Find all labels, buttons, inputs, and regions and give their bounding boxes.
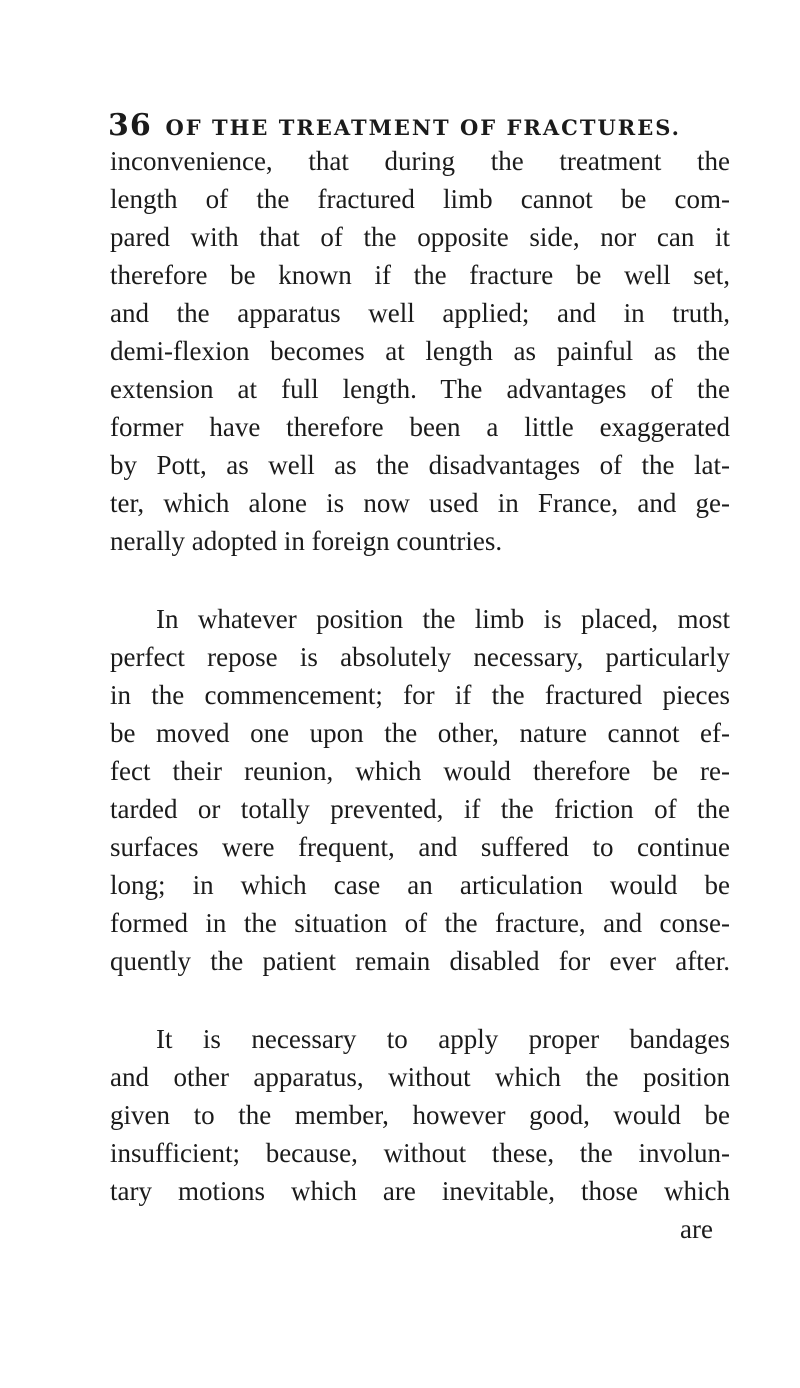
text-line: fect their reunion, which would therefore be re- xyxy=(110,756,730,786)
text-line: former have therefore been a little exaggerated xyxy=(110,412,730,442)
text-line: and other apparatus, without which the position xyxy=(110,1062,730,1092)
text-line: tarded or totally prevented, if the friction of the xyxy=(110,794,730,824)
text-line: surfaces were frequent, and suffered to continue xyxy=(110,832,730,862)
text-line: It is necessary to apply proper bandages xyxy=(156,1024,730,1054)
text-line: In whatever position the limb is placed, most xyxy=(156,604,730,634)
text-line: perfect repose is absolutely necessary, particularly xyxy=(110,642,730,672)
text-line: given to the member, however good, would be xyxy=(110,1100,730,1130)
text-line: and the apparatus well applied; and in truth, xyxy=(110,298,730,328)
page-number: 36 xyxy=(108,108,152,143)
text-line: tary motions which are inevitable, those which xyxy=(110,1176,730,1206)
text-line: nerally adopted in foreign countries. xyxy=(110,526,503,556)
text-line: ter, which alone is now used in France, and ge- xyxy=(110,488,730,518)
running-head xyxy=(108,108,708,143)
text-line: quently the patient remain disabled for ever after. xyxy=(110,946,730,976)
text-line: long; in which case an articulation would be xyxy=(110,870,730,900)
text-line: inconvenience, that during the treatment the xyxy=(110,146,730,176)
text-line: extension at full length. The advantages of the xyxy=(110,374,730,404)
text-line: therefore be known if the fracture be well set, xyxy=(110,260,730,290)
text-line: demi-flexion becomes at length as painful as the xyxy=(110,336,730,366)
running-title: OF THE TREATMENT OF FRACTURES. xyxy=(165,115,681,140)
text-line: length of the fractured limb cannot be com- xyxy=(110,184,730,214)
catchword: are xyxy=(680,1214,713,1244)
text-line: in the commencement; for if the fractured pieces xyxy=(110,680,730,710)
text-line: formed in the situation of the fracture, and conse- xyxy=(110,908,730,938)
text-line: by Pott, as well as the disadvantages of the lat- xyxy=(110,450,730,480)
text-line: be moved one upon the other, nature cannot ef- xyxy=(110,718,730,748)
text-line: insufficient; because, without these, the involun- xyxy=(110,1138,730,1168)
text-line: pared with that of the opposite side, nor can it xyxy=(110,222,730,252)
